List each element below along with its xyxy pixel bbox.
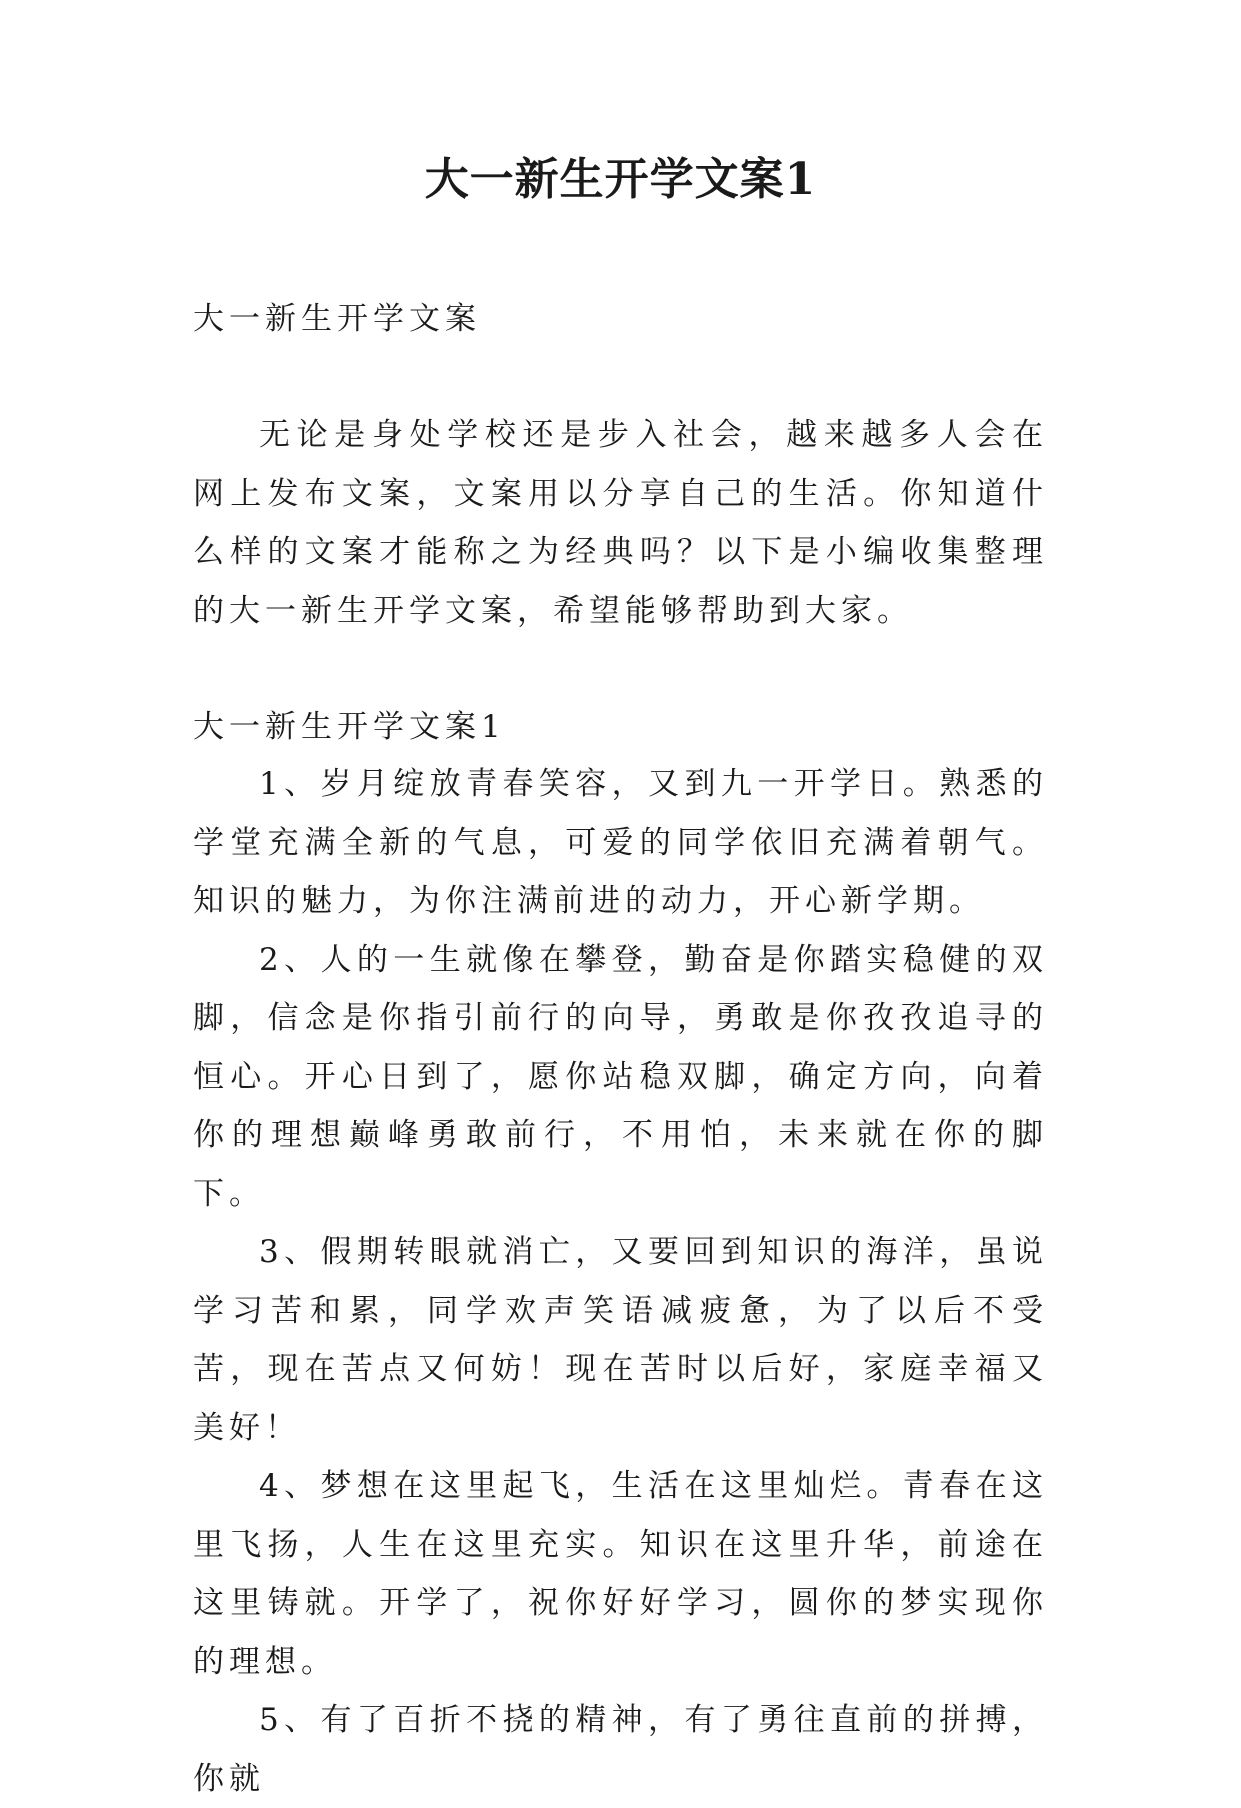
intro-paragraph: 无论是身处学校还是步入社会，越来越多人会在网上发布文案，文案用以分享自己的生活。你知道什么样的文案才能称之为经典吗？以下是小编收集整理的大一新生开学文案，希望能够帮助到大家。 [193, 417, 1048, 629]
list-item: 1、岁月绽放青春笑容，又到九一开学日。熟悉的学堂充满全新的气息，可爱的同学依旧充满着朝气。知识的魅力，为你注满前进的动力，开心新学期。 [193, 766, 1048, 919]
list-item: 4、梦想在这里起飞，生活在这里灿烂。青春在这里飞扬，人生在这里充实。知识在这里升华，前途在这里铸就。开学了，祝你好好学习，圆你的梦实现你的理想。 [193, 1468, 1048, 1680]
list-item: 5、有了百折不挠的精神，有了勇往直前的拼搏，你就 [193, 1702, 1048, 1797]
copy-list [193, 755, 1048, 1808]
document-subtitle: 大一新生开学文案 [193, 301, 481, 337]
list-item: 3、假期转眼就消亡，又要回到知识的海洋，虽说学习苦和累，同学欢声笑语减疲惫，为了以后不受苦，现在苦点又何妨！现在苦时以后好，家庭幸福又美好！ [193, 1234, 1048, 1446]
list-item: 2、人的一生就像在攀登，勤奋是你踏实稳健的双脚，信念是你指引前行的向导，勇敢是你孜孜追寻的恒心。开心日到了，愿你站稳双脚，确定方向，向着你的理想巅峰勇敢前行，不用怕，未来就在你的脚下。 [193, 941, 1048, 1212]
document-title: 大一新生开学文案1 [424, 154, 817, 205]
section-heading: 大一新生开学文案1 [193, 709, 506, 745]
